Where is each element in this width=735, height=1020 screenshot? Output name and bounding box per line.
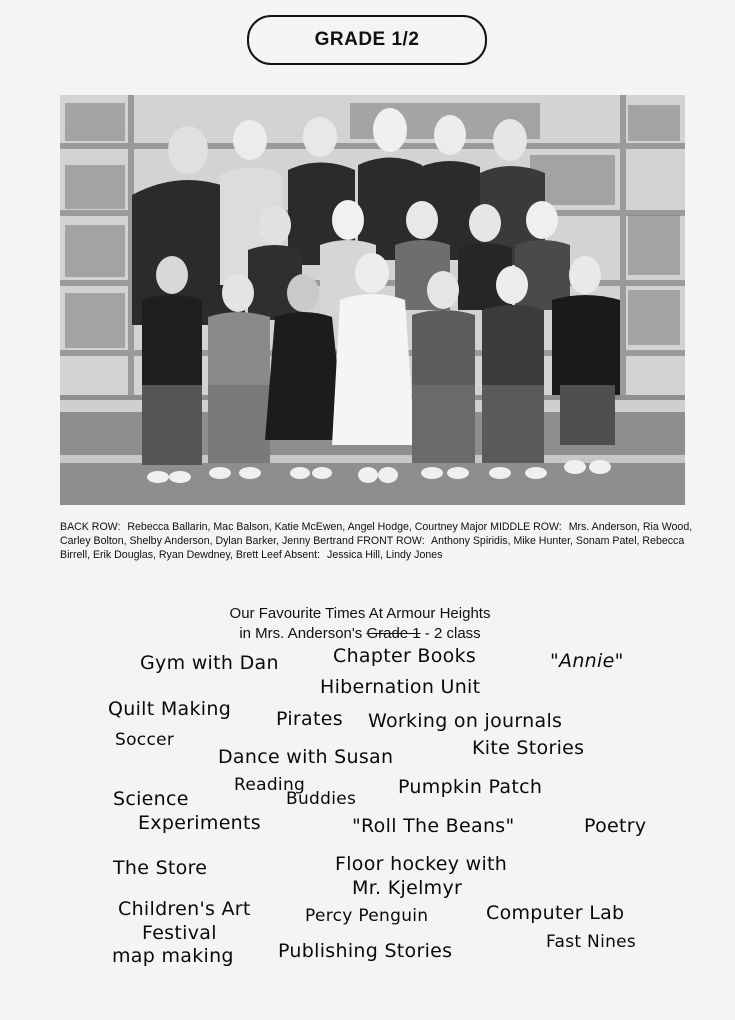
fav-publishing: Publishing Stories: [278, 940, 453, 962]
fav-fast-nines: Fast Nines: [546, 932, 637, 952]
favourites-heading: [130, 604, 590, 644]
fav-annie: "Annie": [550, 650, 624, 672]
fav-dance: Dance with Susan: [218, 746, 394, 768]
favourites-heading-line2: [130, 624, 590, 644]
fav-reading: Reading: [234, 775, 306, 795]
fav-computer: Computer Lab: [486, 902, 625, 924]
photo-caption: [60, 520, 710, 562]
back-row-label: BACK ROW:: [60, 521, 121, 533]
back-row-names: Rebecca Ballarin, Mac Balson, Katie McEwen, Angel Hodge, Courtney Major: [127, 521, 488, 533]
fav-hockey: Floor hockey with: [335, 853, 508, 875]
front-row-label: FRONT ROW:: [356, 535, 425, 547]
fav-percy: Percy Penguin: [305, 906, 429, 926]
fav-festival: Festival: [142, 922, 217, 944]
fav-pumpkin: Pumpkin Patch: [398, 776, 543, 798]
absent-names: Jessica Hill, Lindy Jones: [327, 549, 443, 561]
fav-chapter-books: Chapter Books: [333, 645, 477, 667]
fav-buddies: Buddies: [286, 789, 357, 809]
class-photo-illustration: [60, 95, 685, 505]
fav-gym: Gym with Dan: [140, 652, 279, 674]
fav-kjelmyr: Mr. Kjelmyr: [352, 877, 463, 899]
middle-row-label: MIDDLE ROW:: [490, 521, 562, 533]
fav-experiments: Experiments: [138, 812, 261, 834]
class-photo: [60, 95, 685, 505]
fav-journals: Working on journals: [368, 710, 563, 732]
favourites-heading-line1: Our Favourite Times At Armour Heights: [229, 605, 491, 622]
fav-pirates: Pirates: [276, 708, 343, 730]
heading-line2-pre: in Mrs. Anderson's: [239, 625, 363, 642]
heading-line2-strike: Grade 1: [366, 625, 421, 642]
fav-beans: "Roll The Beans": [352, 815, 515, 837]
front-row-names: Anthony Spiridis, Mike Hunter, Sonam Patel, Rebecca Birrell, Erik Douglas, Ryan Dewdney, Brett Leef: [60, 535, 685, 561]
fav-poetry: Poetry: [584, 815, 647, 837]
heading-line2-post: - 2 class: [420, 625, 481, 642]
fav-childrens-art: Children's Art: [118, 898, 251, 920]
fav-kite: Kite Stories: [472, 737, 585, 759]
fav-map-making: map making: [112, 945, 234, 967]
fav-science: Science: [113, 788, 189, 810]
middle-row-names: Mrs. Anderson, Ria Wood, Carley Bolton, Shelby Anderson, Dylan Barker, Jenny Bertrand: [60, 521, 693, 547]
fav-store: The Store: [113, 857, 208, 879]
fav-hibernation: Hibernation Unit: [320, 676, 481, 698]
fav-soccer: Soccer: [115, 730, 175, 750]
fav-quilt: Quilt Making: [108, 698, 232, 720]
page-title: GRADE 1/2: [247, 15, 487, 65]
absent-label: Absent:: [284, 549, 321, 561]
